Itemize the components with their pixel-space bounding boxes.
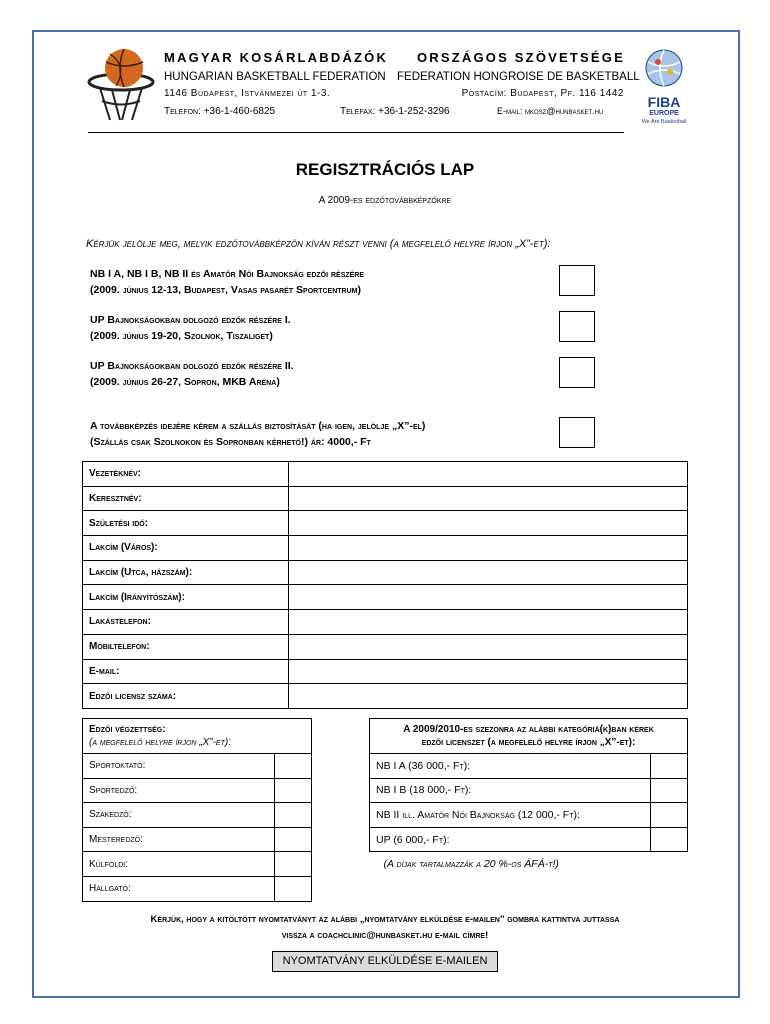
option-line: (Szállás csak Szolnokon és Sopronban kérhető!) ár: 4000,- Ft (90, 436, 371, 448)
table-row (83, 719, 312, 754)
fiba-tagline: We Are Basketball (641, 119, 687, 125)
street-input[interactable] (289, 560, 688, 585)
table-row (83, 803, 312, 828)
org-name-hu-1: MAGYAR KOSÁRLABDÁZÓK (164, 50, 389, 65)
license-instruction: edzői licenszet (a megfelelő helyre írjon „X”-et): (421, 737, 636, 748)
table-row (83, 827, 312, 852)
option-line: UP Bajnokságokban dolgozó edzők részére I. (90, 314, 291, 326)
table-row (370, 778, 688, 803)
option-accommodation-text (90, 418, 425, 450)
license-label: NB I B (18 000,- Ft): (370, 778, 651, 803)
email: E-mail: mkosz@hunbasket.hu (497, 106, 604, 116)
field-label: Mobiltelefon: (83, 634, 289, 659)
table-row (370, 719, 688, 754)
license-mark-cell[interactable] (651, 827, 688, 852)
table-row (83, 876, 312, 901)
option-line: (2009. június 26-27, Sopron, MKB Aréna) (90, 376, 280, 388)
license-label: NB I A (36 000,- Ft): (370, 754, 651, 779)
table-row (83, 536, 688, 561)
selection-instruction: Kérjük jelölje meg, melyik edzőtovábbképzőn kíván részt venni (a megfelelő helyre írjon „X”-et): (86, 238, 551, 250)
org-name-fr: FEDERATION HONGROISE DE BASKETBALL (397, 71, 640, 83)
license-mark-cell[interactable] (651, 803, 688, 828)
option-up2-text (90, 358, 294, 390)
education-label: Hallgató: (83, 876, 275, 901)
education-mark-cell[interactable] (275, 852, 312, 877)
basketball-logo (86, 46, 156, 124)
option-nb-checkbox[interactable] (559, 265, 595, 296)
education-label: Külföldi: (83, 852, 275, 877)
org-name-hu-2: ORSZÁGOS SZÖVETSÉGE (417, 50, 625, 65)
option-up1-checkbox[interactable] (559, 311, 595, 342)
education-label: Sportedző: (83, 778, 275, 803)
field-label: Születési idő: (83, 511, 289, 536)
field-label: Lakcím (Utca, házszám): (83, 560, 289, 585)
option-line: NB I A, NB I B, NB II és Amatőr Női Bajnokság edzői részére (90, 268, 365, 280)
field-label: Lakcím (Város): (83, 536, 289, 561)
option-nb-text (90, 266, 364, 298)
table-row (370, 852, 688, 876)
education-instruction: (a megfelelő helyre írjon „X”-et): (89, 737, 231, 748)
option-line: (2009. június 19-20, Szolnok, Tiszaliget) (90, 330, 273, 342)
personal-data-table (82, 461, 688, 709)
form-subtitle: A 2009-es edzőtovábbképzőkre (318, 195, 452, 206)
option-line: UP Bajnokságokban dolgozó edzők részére II. (90, 360, 294, 372)
home-phone-input[interactable] (289, 610, 688, 635)
mobile-input[interactable] (289, 634, 688, 659)
education-label: Sportoktató: (83, 754, 275, 779)
table-row (83, 659, 688, 684)
option-line: A továbbképzés idejére kérem a szállás biztosítását (ha igen, jelölje „X”-el) (90, 420, 426, 432)
field-label: E-mail: (83, 659, 289, 684)
education-mark-cell[interactable] (275, 803, 312, 828)
license-title: A 2009/2010-es szezonra az alábbi kategóriá(k)ban kérek (403, 724, 654, 735)
license-label: NB II ill. Amatőr Női Bajnokság (12 000,- Ft): (370, 803, 651, 828)
field-label: Lakástelefon: (83, 610, 289, 635)
fax: Telefax: +36-1-252-3296 (340, 106, 450, 117)
table-row (83, 486, 688, 511)
table-row (83, 684, 688, 709)
table-row (83, 778, 312, 803)
option-accommodation-checkbox[interactable] (559, 417, 595, 448)
education-header (83, 719, 312, 754)
table-row (370, 803, 688, 828)
last-name-input[interactable] (289, 462, 688, 487)
field-label: Edzői licensz száma: (83, 684, 289, 709)
table-row (83, 754, 312, 779)
footer-instruction-1: Kérjük, hogy a kitöltött nyomtatványt az alábbi „nyomtatvány elküldése e-mailen” gombra kattintva juttassa (150, 914, 620, 925)
fiba-globe-icon (640, 48, 688, 90)
education-mark-cell[interactable] (275, 876, 312, 901)
first-name-input[interactable] (289, 486, 688, 511)
org-name-en: HUNGARIAN BASKETBALL FEDERATION (164, 71, 386, 83)
education-mark-cell[interactable] (275, 778, 312, 803)
field-label: Keresztnév: (83, 486, 289, 511)
option-up2-checkbox[interactable] (559, 357, 595, 388)
vat-note: (A díjak tartalmazzák a 20 %-os ÁFÁ-t!) (383, 858, 559, 871)
license-mark-cell[interactable] (651, 778, 688, 803)
city-input[interactable] (289, 536, 688, 561)
education-label: Szakedző: (83, 803, 275, 828)
table-row (370, 754, 688, 779)
footer-instruction-2: vissza a coachclinic@hunbasket.hu e-mail címre! (281, 930, 489, 941)
table-row (83, 610, 688, 635)
table-row (83, 560, 688, 585)
license-header (370, 719, 688, 754)
table-row (83, 462, 688, 487)
table-row (83, 585, 688, 610)
option-line: (2009. június 12-13, Budapest, Vasas pasarét Sportcentrum) (90, 284, 361, 296)
header-divider (88, 132, 624, 133)
phone: Telefon: +36-1-460-6825 (164, 106, 276, 117)
email-input[interactable] (289, 659, 688, 684)
birth-date-input[interactable] (289, 511, 688, 536)
license-table (369, 718, 688, 876)
field-label: Lakcím (Irányítószám): (83, 585, 289, 610)
fiba-text: FIBA (647, 94, 681, 110)
table-row (83, 852, 312, 877)
education-table (82, 718, 312, 902)
license-mark-cell[interactable] (651, 754, 688, 779)
education-title: Edzői végzettség: (89, 724, 166, 735)
zip-input[interactable] (289, 585, 688, 610)
address: 1146 Budapest, Istvánmezei út 1-3. (164, 88, 331, 99)
education-mark-cell[interactable] (275, 754, 312, 779)
form-title: REGISZTRÁCIÓS LAP (295, 160, 475, 179)
postal-address: Postacím: Budapest, Pf. 116 1442 (461, 88, 624, 99)
education-label: Mesteredző: (83, 827, 275, 852)
fiba-europe-logo (640, 48, 688, 124)
fiba-europe-text: EUROPE (649, 110, 679, 117)
option-up1-text (90, 312, 291, 344)
table-row (370, 827, 688, 852)
send-email-button[interactable]: NYOMTATVÁNY ELKÜLDÉSE E-MAILEN (272, 951, 498, 972)
license-label: UP (6 000,- Ft): (370, 827, 651, 852)
license-number-input[interactable] (289, 684, 688, 709)
field-label: Vezetéknév: (83, 462, 289, 487)
education-mark-cell[interactable] (275, 827, 312, 852)
table-row (83, 634, 688, 659)
table-row (83, 511, 688, 536)
